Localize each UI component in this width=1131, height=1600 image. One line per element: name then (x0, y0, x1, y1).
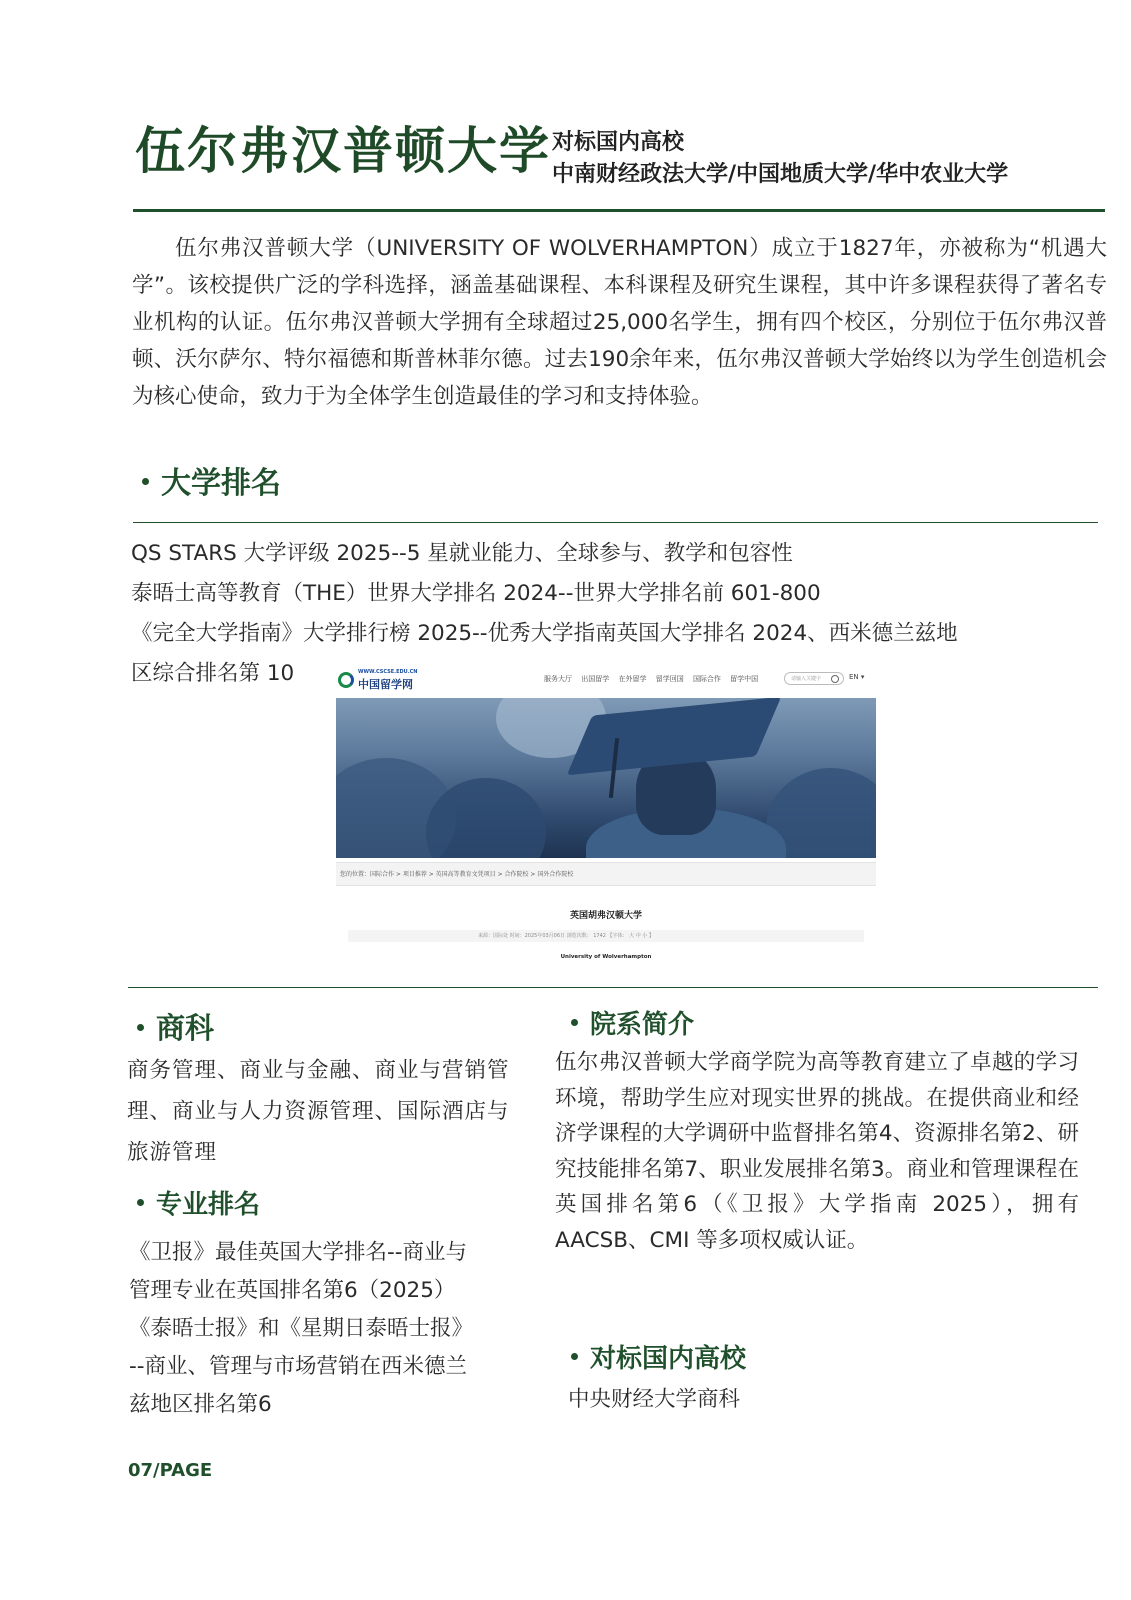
screenshot-breadcrumb (336, 862, 876, 886)
screenshot-menu-item: 留学中国 (730, 675, 759, 683)
ranking-line: 泰晤士高等教育（THE）世界大学排名 2024--世界大学排名前 601-800 (131, 581, 821, 606)
department-heading (571, 1008, 694, 1042)
page-number: 07/PAGE (128, 1460, 213, 1481)
rankings-heading-text: 大学排名 (161, 466, 281, 501)
screenshot-navbar (336, 664, 876, 698)
ranking-line: 区综合排名第 10 (131, 661, 295, 686)
screenshot-menu (544, 674, 765, 684)
screenshot-language: EN ▾ (849, 673, 865, 681)
page-title: 伍尔弗汉普顿大学 (135, 122, 551, 180)
department-body: 伍尔弗汉普顿大学商学院为高等教育建立了卓越的学习环境，帮助学生应对现实世界的挑战。在提供商业和经济学课程的大学调研中监督排名第4、资源排名第2、研究技能排名第7、职业发展排名第3。商业和管理课程在英国排名第6（《卫报》大学指南 2025），拥有 AACSB、CMI 等多项权威认证。 (555, 1050, 1079, 1253)
screenshot-page-heading: 英国胡弗汉顿大学 (569, 911, 642, 921)
bullet-icon (571, 1353, 578, 1360)
screenshot-meta-bar (348, 930, 864, 942)
business-heading-text: 商科 (156, 1011, 215, 1045)
website-screenshot (336, 664, 876, 982)
screenshot-logo-name: 中国留学网 (358, 678, 413, 691)
bullet-icon (142, 478, 149, 485)
benchmark-body: 中央财经大学商科 (568, 1387, 741, 1412)
section-divider (128, 987, 1098, 988)
professional-ranking-line: --商业、管理与市场营销在西米德兰 (129, 1354, 468, 1379)
professional-ranking-heading-text: 专业排名 (156, 1190, 261, 1220)
professional-ranking-line: 兹地区排名第6 (129, 1392, 272, 1417)
bullet-icon (571, 1019, 578, 1026)
department-heading-text: 院系简介 (590, 1010, 695, 1040)
screenshot-meta-text: 来源：国际处 时间：2025年03月06日 浏览次数： 1742 【字体： 大 中 小 】 (478, 933, 654, 939)
screenshot-search-box (784, 672, 844, 685)
ranking-line: QS STARS 大学评级 2025--5 星就业能力、全球参与、教学和包容性 (131, 541, 793, 566)
business-body: 商务管理、商业与金融、商业与营销管理、商业与人力资源管理、国际酒店与旅游管理 (127, 1058, 510, 1165)
header-divider (133, 209, 1105, 212)
professional-ranking-list (129, 1234, 524, 1424)
screenshot-menu-item: 留学回国 (655, 675, 684, 683)
screenshot-logo-url: WWW.CSCSE.EDU.CN (358, 669, 418, 675)
search-icon (831, 675, 839, 683)
professional-ranking-line: 管理专业在英国排名第6（2025） (129, 1278, 456, 1303)
screenshot-menu-item: 服务大厅 (544, 675, 572, 683)
cscse-logo-icon (338, 672, 354, 688)
professional-ranking-line: 《卫报》最佳英国大学排名--商业与 (129, 1240, 468, 1265)
screenshot-breadcrumb-text: 您的位置：国际合作 > 项目推荐 > 英国高等教育文凭项目 > 合作院校 > 国外合作院校 (340, 871, 574, 878)
ranking-line: 《完全大学指南》大学排行榜 2025--优秀大学指南英国大学排名 2024、西米德兰兹地 (131, 621, 958, 646)
business-heading (137, 1010, 214, 1046)
benchmark-schools: 中南财经政法大学/中国地质大学/华中农业大学 (552, 162, 1009, 187)
benchmark-label: 对标国内高校 (552, 130, 685, 155)
screenshot-menu-item: 国际合作 (692, 675, 721, 683)
rankings-heading (142, 464, 281, 504)
professional-ranking-heading (137, 1188, 260, 1222)
screenshot-search-placeholder: 请输入关键字 (791, 676, 822, 682)
screenshot-menu-item: 出国留学 (581, 675, 610, 683)
benchmark-heading (571, 1342, 746, 1376)
graduation-banner-image (336, 698, 876, 858)
intro-paragraph: 伍尔弗汉普顿大学（UNIVERSITY OF WOLVERHAMPTON）成立于1827年，亦被称为“机遇大学”。该校提供广泛的学科选择，涵盖基础课程、本科课程及研究生课程，其中许多课程获得了著名专业机构的认证。伍尔弗汉普顿大学拥有全球超过25,000名学生，拥有四个校区，分别位于伍尔弗汉普顿、沃尔萨尔、特尔福德和斯普林菲尔德。过去190余年来，伍尔弗汉普顿大学始终以为学生创造机会为核心使命，致力于为全体学生创造最佳的学习和支持体验。 (132, 236, 1107, 409)
screenshot-english-name: University of Wolverhampton (560, 954, 652, 960)
bullet-icon (137, 1024, 144, 1031)
benchmark-heading-text: 对标国内高校 (590, 1344, 747, 1374)
rankings-divider (133, 522, 1098, 523)
bullet-icon (137, 1199, 144, 1206)
screenshot-menu-item: 在外留学 (618, 675, 647, 683)
professional-ranking-line: 《泰晤士报》和《星期日泰晤士报》 (129, 1316, 474, 1341)
